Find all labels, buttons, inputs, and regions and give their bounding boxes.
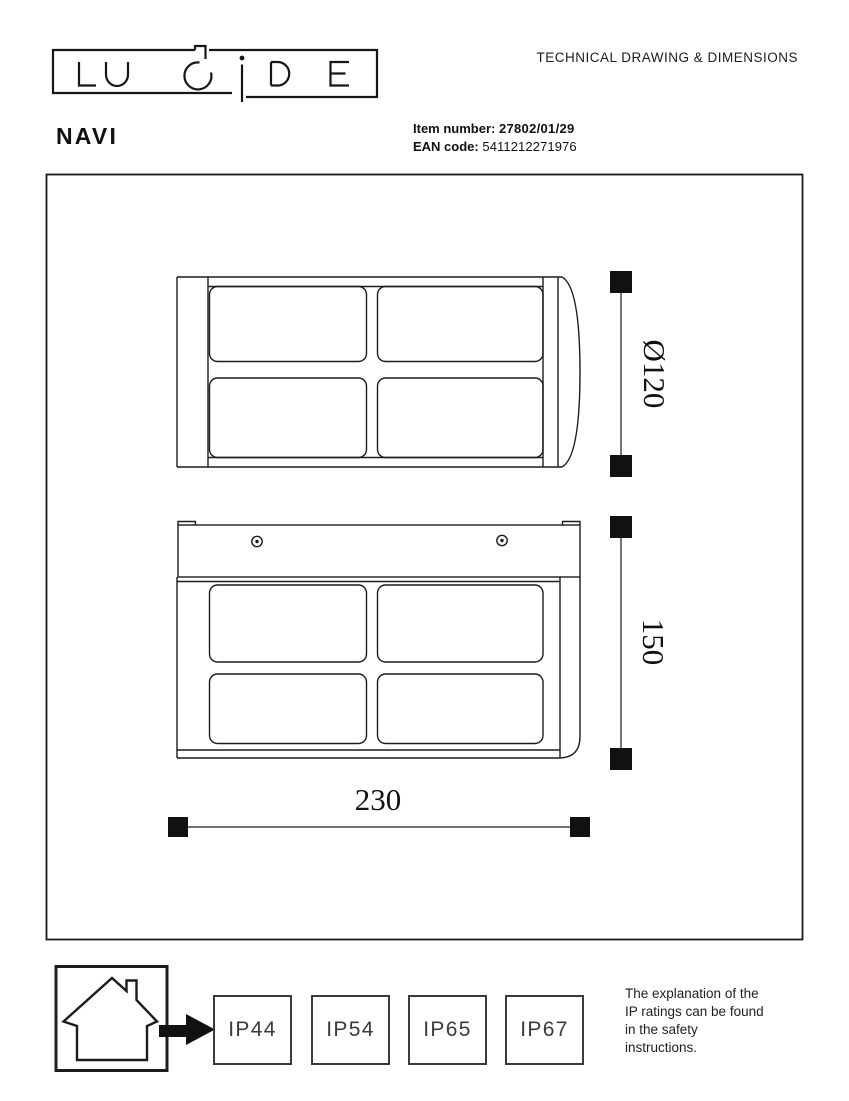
ip-note (625, 985, 764, 1057)
drawing-frame (47, 175, 803, 940)
ip-rating-badge-ip44: IP44 (213, 995, 292, 1065)
item-number-value: 27802/01/29 (498, 121, 575, 136)
ip-note-line: instructions. (625, 1040, 698, 1055)
ean-label: EAN code: (413, 138, 479, 154)
ip-note-line: IP ratings can be found (625, 1004, 764, 1019)
width-dimension-label: 230 (354, 782, 402, 817)
doc-title: TECHNICAL DRAWING & DIMENSIONS (536, 50, 798, 65)
ip-rating-badge-ip67: IP67 (505, 995, 584, 1065)
product-name: NAVI (56, 123, 119, 149)
width-dimension (168, 782, 590, 837)
ip-note-line: The explanation of the (625, 986, 759, 1001)
house-icon (64, 978, 158, 1060)
diameter-dimension (610, 271, 672, 477)
ip-rating-badge-ip65: IP65 (408, 995, 487, 1065)
top-view-drawing (177, 271, 672, 477)
ip-rating-badge-ip54: IP54 (311, 995, 390, 1065)
height-dimension (610, 516, 671, 770)
ip-note-line: in the safety (625, 1022, 698, 1037)
ean-value: 5411212271976 (482, 138, 577, 154)
indoor-rating-graphic (0, 940, 240, 1085)
item-number-label: Item number: (413, 121, 496, 136)
front-view-drawing (168, 516, 671, 837)
diameter-dimension-label: Ø120 (636, 339, 672, 409)
height-dimension-label: 150 (635, 618, 671, 666)
mounting-screws (252, 535, 507, 546)
